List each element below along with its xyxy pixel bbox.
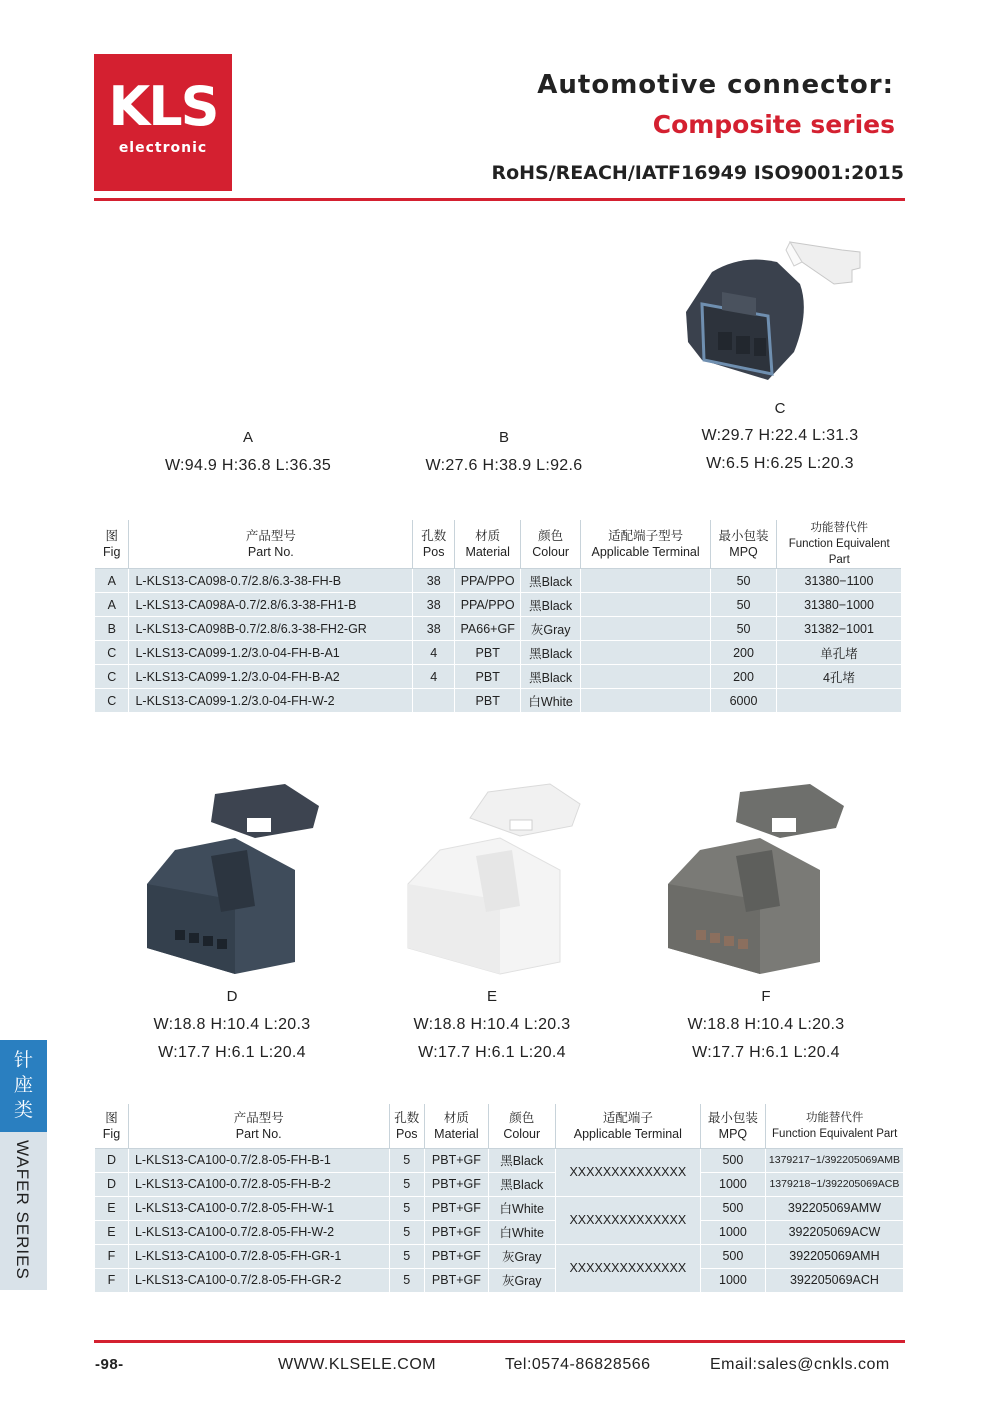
col-mpq: [711, 520, 777, 569]
col-equivalent: [765, 1104, 903, 1148]
table-cell: 31380−1000: [777, 593, 902, 617]
table-row: [95, 593, 902, 617]
table-row: [95, 569, 902, 593]
table-row: [95, 665, 902, 689]
column-header-label: Applicable Terminal: [573, 1126, 682, 1141]
table-row: [95, 1148, 904, 1172]
col-material: [425, 1104, 489, 1148]
section-side-tab: [0, 1040, 47, 1290]
spec-table-bottom: [95, 1104, 904, 1293]
connector-d-image: [135, 778, 335, 978]
col-pos: [389, 1104, 425, 1148]
table-cell: 50: [711, 593, 777, 617]
table-cell: 31380−1100: [777, 569, 902, 593]
col-terminal: [555, 1104, 700, 1148]
table-cell: L-KLS13-CA100-0.7/2.8-05-FH-W-2: [128, 1220, 389, 1244]
connector-f-image: [660, 778, 860, 978]
table-row: [95, 1172, 904, 1196]
column-header-label: 颜色: [509, 1110, 535, 1125]
column-header-label: Applicable Terminal: [591, 545, 700, 559]
fig-d-dim-primary: W:18.8 H:10.4 L:20.3: [153, 1016, 311, 1033]
spec-table-top: [95, 520, 902, 713]
table-cell: XXXXXXXXXXXXXX: [555, 1196, 700, 1244]
table-cell: 黑Black: [521, 593, 581, 617]
table-cell: XXXXXXXXXXXXXX: [555, 1244, 700, 1292]
table-cell: 1379217−1/392205069AMB: [765, 1148, 903, 1172]
fig-f-label: F: [761, 988, 771, 1005]
table-cell: XXXXXXXXXXXXXX: [555, 1148, 700, 1196]
table-cell: 392205069ACH: [765, 1268, 903, 1292]
column-header-label: MPQ: [718, 1126, 748, 1141]
fig-b-dim-secondary: W:27.6 H:38.9 L:92.6: [425, 457, 583, 474]
table-cell: [581, 641, 711, 665]
table-cell: 白White: [488, 1220, 555, 1244]
col-colour: [488, 1104, 555, 1148]
table-cell: PBT+GF: [425, 1268, 489, 1292]
page-number: -98-: [95, 1356, 124, 1373]
table-cell: L-KLS13-CA099-1.2/3.0-04-FH-W-2: [129, 689, 413, 713]
table-cell: [581, 569, 711, 593]
table-cell: L-KLS13-CA098B-0.7/2.8/6.3-38-FH2-GR: [129, 617, 413, 641]
table-cell: PBT+GF: [425, 1244, 489, 1268]
col-equivalent: [777, 520, 902, 569]
table-cell: 黑Black: [488, 1172, 555, 1196]
table-cell: 灰Gray: [488, 1268, 555, 1292]
table-cell: L-KLS13-CA099-1.2/3.0-04-FH-B-A1: [129, 641, 413, 665]
fig-e-dim-secondary: W:17.7 H:6.1 L:20.4: [418, 1044, 566, 1061]
table-cell: 5: [389, 1244, 425, 1268]
table-cell: F: [95, 1244, 128, 1268]
table-cell: 4: [413, 641, 455, 665]
table-cell: 31382−1001: [777, 617, 902, 641]
table-cell: 4: [413, 665, 455, 689]
col-part-no: [129, 520, 413, 569]
table-cell: L-KLS13-CA100-0.7/2.8-05-FH-B-1: [128, 1148, 389, 1172]
column-header-label: Pos: [422, 545, 445, 559]
table-cell: 5: [389, 1268, 425, 1292]
table-row: [95, 1244, 904, 1268]
table-cell: 灰Gray: [488, 1244, 555, 1268]
column-header-label: 材质: [443, 1110, 469, 1125]
side-tab-chinese: 针 座 类: [0, 1040, 47, 1132]
table-cell: [581, 689, 711, 713]
col-terminal: [581, 520, 711, 569]
column-header-label: 图: [105, 1110, 118, 1125]
column-header-label: Fig: [102, 1126, 121, 1141]
page-title: Automotive connector:: [537, 70, 894, 100]
table-cell: 白White: [488, 1196, 555, 1220]
fig-d-label: D: [226, 988, 238, 1005]
column-header-label: 最小包装: [707, 1110, 758, 1125]
table-row: [95, 641, 902, 665]
table-cell: 50: [711, 617, 777, 641]
table-cell: 500: [700, 1148, 765, 1172]
page-subtitle: Composite series: [652, 110, 895, 139]
table-cell: 5: [389, 1172, 425, 1196]
table-cell: L-KLS13-CA100-0.7/2.8-05-FH-B-2: [128, 1172, 389, 1196]
column-header-label: 图: [105, 529, 118, 543]
column-header-label: Part No.: [247, 545, 294, 559]
column-header-label: MPQ: [729, 545, 758, 559]
table-cell: [581, 617, 711, 641]
table-cell: 38: [413, 593, 455, 617]
table-cell: PA66+GF: [455, 617, 521, 641]
table-cell: [581, 593, 711, 617]
table-cell: 6000: [711, 689, 777, 713]
table-cell: A: [95, 569, 129, 593]
col-fig: [95, 520, 129, 569]
column-header-label: 孔数: [421, 529, 447, 543]
table-cell: [581, 665, 711, 689]
footer-phone: Tel:0574-86828566: [505, 1356, 651, 1373]
table-row: [95, 1268, 904, 1292]
col-mpq: [700, 1104, 765, 1148]
fig-f-dim-primary: W:18.8 H:10.4 L:20.3: [687, 1016, 845, 1033]
table-cell: PBT: [455, 665, 521, 689]
col-colour: [521, 520, 581, 569]
fig-c-label: C: [774, 400, 786, 417]
table-cell: C: [95, 641, 129, 665]
table-cell: 500: [700, 1244, 765, 1268]
table-cell: PBT: [455, 641, 521, 665]
table-cell: D: [95, 1172, 128, 1196]
footer-email[interactable]: Email:sales@cnkls.com: [710, 1356, 890, 1373]
table-cell: L-KLS13-CA098-0.7/2.8/6.3-38-FH-B: [129, 569, 413, 593]
column-header-label: Material: [434, 1126, 479, 1141]
table-cell: PBT+GF: [425, 1220, 489, 1244]
table-cell: 黑Black: [521, 665, 581, 689]
table-cell: 200: [711, 665, 777, 689]
footer-divider: [94, 1340, 905, 1343]
table-cell: PBT+GF: [425, 1196, 489, 1220]
table-cell: PBT+GF: [425, 1172, 489, 1196]
connector-e-image: [400, 778, 600, 978]
table-cell: C: [95, 689, 129, 713]
table-cell: PBT: [455, 689, 521, 713]
table-row: [95, 1220, 904, 1244]
column-header-label: 孔数: [394, 1110, 420, 1125]
table-cell: 5: [389, 1148, 425, 1172]
column-header-label: Function Equivalent Part: [772, 1127, 898, 1140]
logo-subtext: electronic: [118, 140, 208, 156]
fig-f-dim-secondary: W:17.7 H:6.1 L:20.4: [692, 1044, 840, 1061]
table-cell: L-KLS13-CA100-0.7/2.8-05-FH-GR-1: [128, 1244, 389, 1268]
table-cell: A: [95, 593, 129, 617]
table-cell: 5: [389, 1220, 425, 1244]
table-cell: 1000: [700, 1220, 765, 1244]
table-cell: [777, 689, 902, 713]
header-divider: [94, 198, 905, 201]
column-header-label: Part No.: [235, 1126, 282, 1141]
table-cell: E: [95, 1220, 128, 1244]
table-cell: 50: [711, 569, 777, 593]
column-header-label: 功能替代件: [810, 522, 868, 534]
table-cell: 38: [413, 569, 455, 593]
logo-mark: KLS: [108, 75, 218, 138]
column-header-label: Colour: [503, 1126, 541, 1141]
kls-logo: [94, 54, 232, 191]
footer-website[interactable]: WWW.KLSELE.COM: [278, 1356, 437, 1373]
table-cell: F: [95, 1268, 128, 1292]
column-header-label: Pos: [395, 1126, 418, 1141]
col-pos: [413, 520, 455, 569]
column-header-label: 适配端子: [602, 1110, 653, 1125]
table-row: [95, 1196, 904, 1220]
fig-e-dim-primary: W:18.8 H:10.4 L:20.3: [413, 1016, 571, 1033]
column-header-label: Colour: [532, 545, 570, 559]
table-cell: 4孔堵: [777, 665, 902, 689]
table-cell: 1000: [700, 1172, 765, 1196]
col-part-no: [128, 1104, 389, 1148]
table-cell: L-KLS13-CA100-0.7/2.8-05-FH-W-1: [128, 1196, 389, 1220]
table-cell: 392205069ACW: [765, 1220, 903, 1244]
table-cell: 500: [700, 1196, 765, 1220]
table-cell: 黑Black: [488, 1148, 555, 1172]
table-cell: 392205069AMW: [765, 1196, 903, 1220]
table-cell: L-KLS13-CA100-0.7/2.8-05-FH-GR-2: [128, 1268, 389, 1292]
column-header-label: Fig: [103, 545, 121, 559]
table-cell: PPA/PPO: [455, 593, 521, 617]
fig-a-label: A: [242, 429, 253, 446]
column-header-label: Material: [465, 545, 510, 559]
column-header-label: 产品型号: [245, 529, 296, 543]
table-cell: 5: [389, 1196, 425, 1220]
table-cell: 392205069AMH: [765, 1244, 903, 1268]
column-header-label: 最小包装: [718, 529, 769, 543]
fig-d-dim-secondary: W:17.7 H:6.1 L:20.4: [158, 1044, 306, 1061]
fig-e-label: E: [486, 988, 497, 1005]
table-cell: 白White: [521, 689, 581, 713]
certification-line: RoHS/REACH/IATF16949 ISO9001:2015: [491, 162, 904, 184]
table-cell: PPA/PPO: [455, 569, 521, 593]
fig-b-label: B: [498, 429, 509, 446]
fig-c-dim-primary: W:29.7 H:22.4 L:31.3: [701, 427, 859, 444]
column-header-label: Function Equivalent Part: [788, 538, 890, 566]
column-header-label: 适配端子型号: [608, 529, 684, 543]
col-fig: [95, 1104, 128, 1148]
table-cell: D: [95, 1148, 128, 1172]
table-cell: 1000: [700, 1268, 765, 1292]
connector-c-image: [682, 232, 882, 392]
table-cell: PBT+GF: [425, 1148, 489, 1172]
table-cell: L-KLS13-CA099-1.2/3.0-04-FH-B-A2: [129, 665, 413, 689]
table-row: [95, 617, 902, 641]
table-cell: 38: [413, 617, 455, 641]
table-cell: 单孔堵: [777, 641, 902, 665]
side-tab-english: WAFER SERIES: [13, 1140, 32, 1280]
table-cell: 200: [711, 641, 777, 665]
column-header-label: 材质: [475, 529, 501, 543]
table-cell: L-KLS13-CA098A-0.7/2.8/6.3-38-FH1-B: [129, 593, 413, 617]
table-row: [95, 689, 902, 713]
table-cell: 灰Gray: [521, 617, 581, 641]
table-cell: [413, 689, 455, 713]
col-material: [455, 520, 521, 569]
table-cell: E: [95, 1196, 128, 1220]
table-cell: 黑Black: [521, 569, 581, 593]
table-cell: B: [95, 617, 129, 641]
fig-c-dim-secondary: W:6.5 H:6.25 L:20.3: [706, 455, 854, 472]
column-header-label: 颜色: [538, 529, 564, 543]
column-header-label: 产品型号: [233, 1110, 284, 1125]
table-cell: C: [95, 665, 129, 689]
table-cell: 黑Black: [521, 641, 581, 665]
fig-a-dim-secondary: W:94.9 H:36.8 L:36.35: [164, 457, 332, 474]
table-cell: 1379218−1/392205069ACB: [765, 1172, 903, 1196]
column-header-label: 功能替代件: [805, 1111, 864, 1124]
